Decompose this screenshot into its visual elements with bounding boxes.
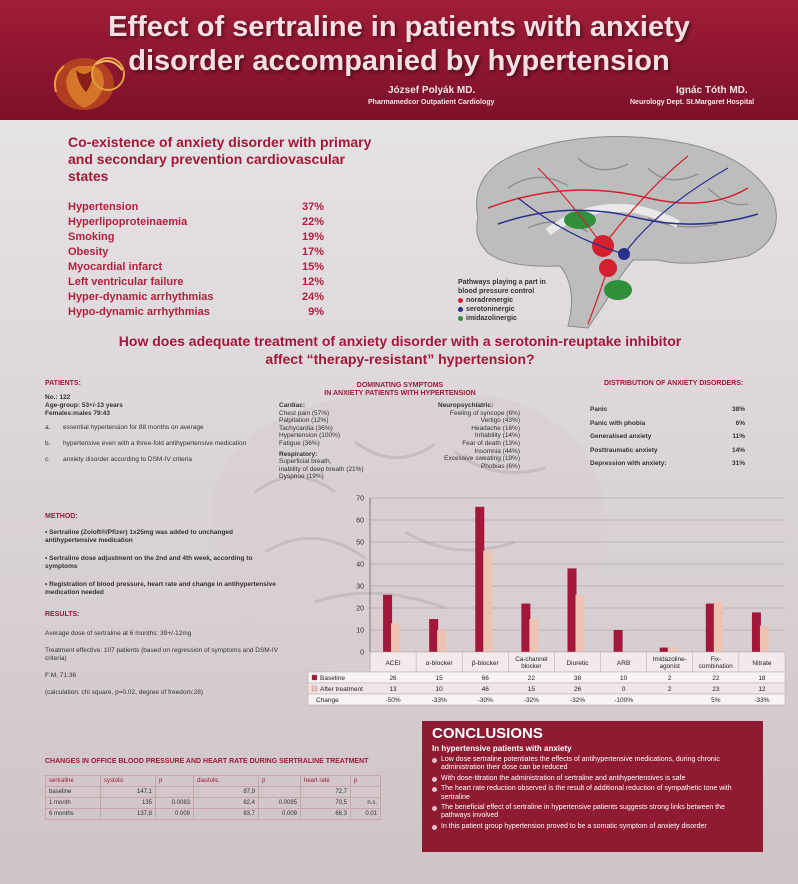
bp-table-cell: 66,3 [301, 809, 351, 820]
distribution-value: 38% [731, 406, 745, 413]
legend-entry: After treatment [320, 686, 363, 693]
data-label: 15 [435, 675, 443, 682]
coexistence-value: 24% [301, 291, 324, 303]
coexistence-label: Hypo-dynamic arrhythmias [68, 306, 210, 318]
legend-dot-icon [458, 298, 463, 303]
distribution-list [590, 406, 745, 474]
distribution-row [590, 420, 745, 434]
results-item: F:M, 71:36 [45, 672, 77, 679]
category-label: Imidazoline- [652, 656, 687, 663]
cardiac-heading: Cardiac: [279, 402, 306, 409]
pathways-title-2: blood pressure control [458, 288, 535, 295]
symptom-item: inability of deep breath (21%) [279, 465, 364, 473]
y-tick-label: 50 [356, 539, 364, 547]
coexistence-label: Hyper-dynamic arrhythmias [68, 291, 214, 303]
distribution-value: 31% [731, 460, 745, 467]
symptom-item: Insomnia (44%) [474, 447, 520, 455]
distribution-row [590, 460, 745, 474]
coexistence-label: Hyperlipoproteinaemia [68, 216, 188, 228]
patients-number: No.: 122 [45, 394, 71, 401]
bp-table-header: diastolic [194, 776, 259, 787]
y-tick-label: 40 [356, 561, 364, 569]
bp-table-header: p [156, 776, 194, 787]
criterion-text: anxiety disorder according to DSM-IV criteria [63, 456, 192, 463]
data-label: -33% [431, 697, 447, 704]
y-tick-label: 30 [356, 583, 364, 591]
bp-table-cell: 83,7 [194, 809, 259, 820]
symptom-item: Dyspnoe (19%) [279, 473, 324, 481]
data-label: 26 [389, 675, 397, 682]
criterion-letter: b. [45, 440, 51, 447]
heart-logo-icon [46, 52, 130, 112]
data-label: -33% [754, 697, 770, 704]
patients-section [45, 394, 275, 472]
pathways-legend [458, 278, 546, 323]
legend-dot-icon [458, 307, 463, 312]
legend-dot-icon [458, 316, 463, 321]
bar-baseline [568, 568, 577, 652]
data-label: -50% [385, 697, 401, 704]
bp-table-cell: 135 [101, 798, 156, 809]
bp-table-header: p [351, 776, 381, 787]
coexistence-row [68, 290, 324, 305]
symptoms-title-2: IN ANXIETY PATIENTS WITH HYPERTENSION [324, 390, 476, 397]
data-label: -30% [477, 697, 493, 704]
category-label: combination [698, 663, 733, 670]
table-row [46, 787, 381, 798]
category-label: β-blocker [471, 660, 499, 667]
symptom-item: Tachycardia (36%) [279, 424, 333, 432]
results-section [45, 630, 290, 706]
bp-table-cell: 87,9 [194, 787, 259, 798]
bar-after-treatment [714, 601, 723, 652]
bp-table-cell: 82,4 [194, 798, 259, 809]
bp-table-cell: 0.01 [351, 809, 381, 820]
symptoms-neuro [400, 402, 520, 470]
coexistence-value: 22% [301, 216, 324, 228]
bp-table-cell [259, 787, 301, 798]
coexistence-row [68, 275, 324, 290]
bar-baseline [429, 619, 438, 652]
table-row [46, 798, 381, 809]
bar-after-treatment [437, 630, 446, 652]
coexistence-label: Left ventricular failure [68, 276, 184, 288]
category-label: α-blocker [425, 660, 453, 667]
category-label: Ca-channel [515, 656, 548, 663]
distribution-label: Generalised anxiety [590, 433, 652, 440]
distribution-value: 14% [731, 446, 745, 454]
data-label: 2 [667, 686, 672, 693]
title-line-1: Effect of sertraline in patients with anxiety [108, 11, 690, 43]
data-label: 15 [527, 686, 536, 693]
conclusion-item: Low dose sertraline potentiates the effects of antihypertensive medications, during chronic administration their dose can be reduced [432, 756, 753, 773]
bp-table-cell: 1 month [46, 798, 101, 809]
y-tick-label: 60 [356, 517, 364, 525]
bp-table-cell: 0.0083 [156, 798, 194, 809]
distribution-row [590, 447, 745, 461]
conclusions-title: CONCLUSIONS [432, 725, 543, 742]
criterion-text: essential hypertension for 88 months on average [63, 424, 204, 431]
table-row [46, 809, 381, 820]
distribution-label: Panic with phobia [590, 419, 646, 427]
bar-after-treatment [391, 623, 400, 652]
bar-after-treatment [483, 551, 492, 652]
patients-criterion [45, 440, 275, 448]
data-label: 18 [758, 675, 766, 682]
category-label: Nitrate [752, 660, 772, 667]
data-label: 5% [711, 697, 721, 704]
distribution-label: Posttraumatic anxiety [590, 446, 658, 454]
bar-baseline [752, 612, 761, 652]
coexistence-label: Myocardial infarct [68, 261, 163, 273]
data-label: 23 [712, 686, 720, 693]
coexistence-row [68, 200, 324, 215]
coexistence-label: Smoking [68, 231, 115, 243]
patients-age: Age-group: 53+/-13 years [45, 402, 123, 409]
symptom-item: Feeling of syncope (6%) [449, 409, 520, 417]
bar-baseline [475, 507, 484, 652]
symptom-item: Palpitation (12%) [279, 417, 329, 425]
bp-table-header: systolic [101, 776, 156, 787]
pathway-item [458, 296, 546, 305]
affiliation-2: Neurology Dept. St.Margaret Hospital [630, 99, 755, 106]
distribution-label: Panic [590, 406, 608, 413]
distribution-row [590, 406, 745, 420]
criterion-letter: a. [45, 424, 51, 431]
coexistence-value: 17% [301, 246, 324, 258]
bar-after-treatment [760, 626, 769, 652]
bp-table-cell [156, 787, 194, 798]
data-label: 10 [435, 686, 443, 693]
legend-swatch-icon [312, 675, 317, 680]
data-label: -32% [523, 697, 539, 704]
bp-table-cell: n.s. [351, 798, 381, 809]
patients-criterion [45, 424, 275, 432]
method-title: METHOD: [45, 513, 78, 520]
author-2: Ignác Tóth MD. [676, 85, 748, 96]
conclusions-box [422, 721, 763, 852]
bp-table-cell: 147,1 [101, 787, 156, 798]
question-line-2: affect “therapy-resistant” hypertension? [265, 351, 535, 367]
pathway-label: serotoninergic [466, 306, 515, 313]
symptom-item: Fear of death (13%) [462, 439, 520, 447]
bp-table-header: heart rate [301, 776, 351, 787]
symptom-item: Chest pain (57%) [279, 409, 330, 417]
distribution-row [590, 433, 745, 447]
question-line-1: How does adequate treatment of anxiety disorder with a serotonin-reuptake inhibitor [118, 333, 682, 349]
bp-table-cell [351, 787, 381, 798]
coexistence-row [68, 305, 324, 320]
patients-sex-ratio: Females:males 79:43 [45, 410, 111, 417]
symptoms-somatic [279, 402, 364, 481]
bar-after-treatment [529, 619, 538, 652]
coexistence-value: 19% [301, 231, 324, 243]
data-label: 26 [573, 686, 582, 693]
category-label: agonist [659, 663, 680, 670]
symptom-item: Excessive sweating (19%) [444, 455, 520, 463]
coexistence-label: Obesity [68, 246, 109, 258]
conclusion-item: The beneficial effect of sertraline in hypertensive patients suggests strong links between the pathways involved [432, 804, 753, 821]
conclusion-item: In this patient group hypertension proved to be a somatic symptom of anxiety disorder [432, 823, 753, 831]
data-label: 12 [758, 686, 766, 693]
coexistence-value: 37% [301, 201, 324, 213]
method-item: • Registration of blood pressure, heart rate and change in antihypertensive medication needed [45, 581, 276, 596]
legend-entry: Baseline [320, 675, 345, 682]
author-1: József Polyák MD. [388, 85, 476, 96]
y-tick-label: 10 [356, 627, 364, 635]
bar-baseline [614, 630, 623, 652]
patients-criterion [45, 456, 275, 464]
bp-table-cell: 0.009 [156, 809, 194, 820]
bp-table-cell: 0.0085 [259, 798, 301, 809]
criterion-letter: c. [45, 456, 51, 463]
data-label: 13 [389, 686, 397, 693]
bar-baseline [383, 595, 392, 652]
medication-bar-chart [316, 490, 790, 708]
respiratory-heading: Respiratory: [279, 450, 318, 458]
data-label: 2 [667, 675, 672, 682]
symptom-item: Fatigue (36%) [279, 439, 320, 447]
coexistence-row [68, 230, 324, 245]
method-section [45, 529, 280, 607]
bp-table-cell: 70,5 [301, 798, 351, 809]
data-label: -32% [569, 697, 586, 704]
pathways-title-1: Pathways playing a part in [458, 279, 546, 286]
coexistence-value: 15% [301, 261, 324, 273]
coexistence-label: Hypertension [68, 201, 139, 213]
bp-table-header-row [46, 776, 381, 787]
neuro-heading: Neuropsychiatric: [438, 402, 494, 409]
bp-table-cell: baseline [46, 787, 101, 798]
data-label: 0 [621, 686, 626, 693]
data-label: 66 [481, 675, 489, 682]
bar-after-treatment [576, 595, 585, 652]
distribution-label: Depression with anxiety: [590, 460, 667, 467]
distribution-title: DISTRIBUTION OF ANXIETY DISORDERS: [604, 380, 744, 387]
legend-entry: Change [316, 697, 339, 704]
coexistence-row [68, 260, 324, 275]
bar-baseline [706, 604, 715, 652]
bp-table-cell: 72,7 [301, 787, 351, 798]
patients-title: PATIENTS: [45, 380, 81, 387]
bp-table [45, 775, 381, 820]
bp-table-header: p [259, 776, 301, 787]
pathway-label: imidazolinergic [466, 315, 517, 322]
bar-after-treatment [668, 648, 677, 652]
bar-baseline [521, 604, 530, 652]
data-label: 38 [573, 675, 582, 682]
symptom-item: Vertigo (43%) [480, 417, 520, 425]
bp-table-cell: 6 months [46, 809, 101, 820]
results-title: RESULTS: [45, 611, 80, 618]
bp-table-cell: 0.009 [259, 809, 301, 820]
symptoms-title-1: DOMINATING SYMPTOMS [356, 382, 444, 389]
symptom-item: Irritability (14%) [474, 432, 520, 440]
bp-table-cell: 137,8 [101, 809, 156, 820]
results-item: (calculation: chi square, p=0.02, degree of freedom:28) [45, 689, 204, 696]
bp-table-title: CHANGES IN OFFICE BLOOD PRESSURE AND HEART RATE DURING SERTRALINE TREATMENT [45, 758, 369, 765]
pathway-item [458, 305, 546, 314]
affiliation-1: Pharmamedcor Outpatient Cardiology [368, 99, 495, 106]
category-label: Diuretic [566, 660, 589, 667]
pathway-label: noradrenergic [466, 297, 514, 304]
data-label: -100% [614, 697, 634, 704]
conclusions-subtitle: In hypertensive patients with anxiety [432, 744, 572, 753]
distribution-value: 6% [735, 419, 745, 427]
symptom-item: Hypertension (100%) [279, 432, 341, 440]
coexistence-value: 9% [308, 306, 324, 318]
data-label: 22 [712, 675, 720, 682]
category-label: Fix- [710, 656, 722, 663]
criterion-text: hypertensive even with a three-fold antihypertensive medication [63, 440, 247, 447]
coexistence-row [68, 215, 324, 230]
category-label: ACEI [385, 660, 401, 667]
distribution-value: 11% [732, 433, 745, 440]
pathway-item [458, 314, 546, 323]
conclusion-item: The heart rate reduction observed is the result of additional reduction of sympathetic tone with sertraline [432, 785, 753, 802]
data-label: 22 [527, 675, 536, 682]
coexistence-value: 12% [301, 276, 324, 288]
method-item: • Sertraline dose adjustment on the 2nd and 4th week, according to symptoms [45, 555, 253, 570]
data-label: 46 [481, 686, 489, 693]
method-item: • Sertraline (Zoloft®/Pfizer) 1x25mg was added to unchanged antihypertensive medication [45, 529, 234, 544]
y-tick-label: 70 [356, 495, 364, 503]
symptom-item: Headache (16%) [471, 424, 520, 432]
results-item: Average dose of sertraline at 6 months: 39+/-12mg [45, 630, 192, 637]
coexistence-row [68, 245, 324, 260]
data-label: 10 [619, 675, 628, 682]
results-item: Treatment effective: 107 patients (based on regression of symptoms and DSM-IV criteria) [45, 647, 279, 662]
symptom-item: Superficial breath, [279, 458, 332, 466]
title-line-2: disorder accompanied by hypertension [128, 45, 670, 77]
research-question [60, 332, 740, 368]
category-label: blocker [521, 663, 542, 670]
y-tick-label: 0 [360, 649, 364, 657]
coexistence-list [68, 200, 324, 320]
symptom-item: Phobias (6%) [480, 462, 520, 470]
category-label: ARB [616, 660, 631, 667]
bar-baseline [660, 648, 669, 652]
bp-table-header: sertraline [46, 776, 101, 787]
y-tick-label: 20 [356, 605, 364, 613]
coexistence-title: Co-existence of anxiety disorder with primary and secondary prevention cardiovascular states [68, 134, 372, 184]
legend-swatch-icon [312, 686, 317, 691]
symptoms-title [300, 382, 500, 398]
conclusion-item: With dose-titration the administration of sertraline and antihypertensives is safe [432, 775, 753, 783]
